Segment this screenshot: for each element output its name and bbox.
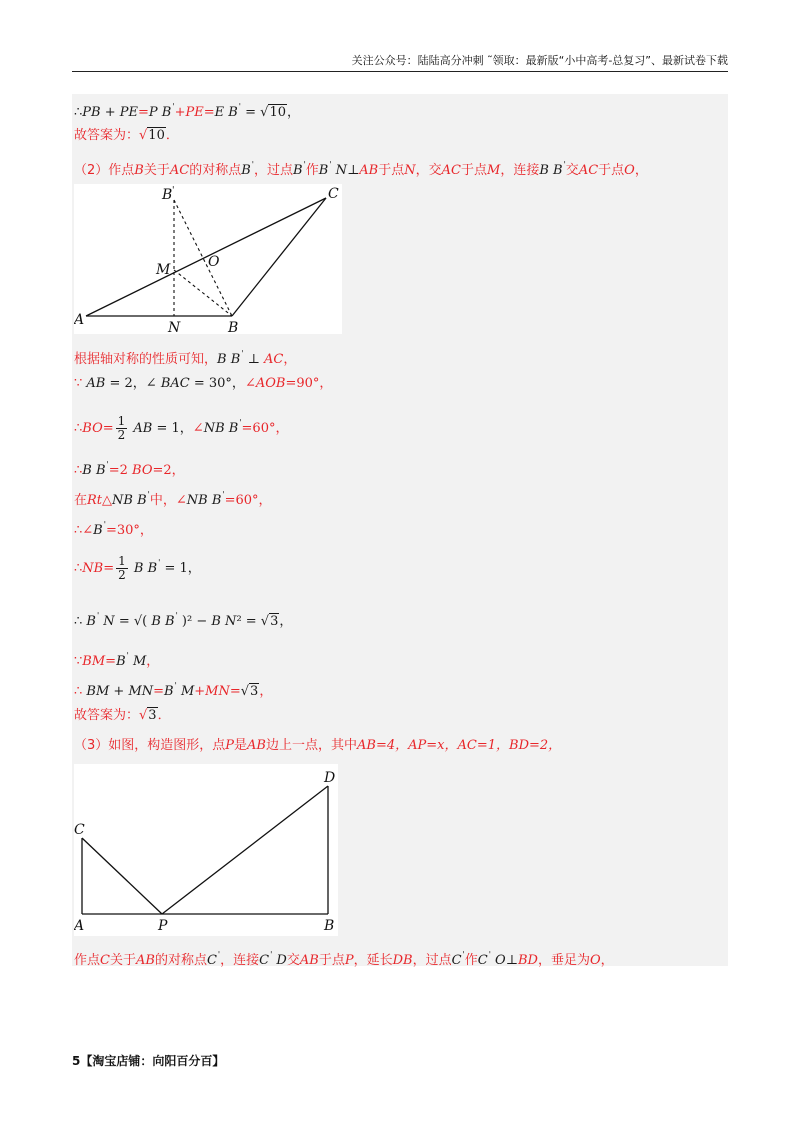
label-m: M — [156, 262, 171, 278]
prime: ' — [106, 460, 109, 469]
text: 于点 — [598, 163, 625, 178]
math: P — [225, 738, 235, 753]
label-n: N — [168, 320, 181, 334]
math: C — [206, 953, 217, 968]
math: M — [487, 163, 501, 178]
text: √ — [240, 684, 250, 699]
text: ∴ — [74, 105, 83, 120]
text: ， — [279, 614, 293, 629]
solution-line-3 — [74, 156, 648, 180]
text: ，过点 — [412, 953, 452, 968]
text: ∠ — [145, 376, 157, 391]
math: P — [344, 953, 354, 968]
math: O — [624, 163, 635, 178]
math: B — [134, 163, 144, 178]
math: Rt — [87, 493, 103, 508]
math: AB — [247, 738, 266, 753]
label-c: C — [328, 186, 339, 202]
math: M — [176, 684, 195, 699]
label-o: O — [208, 254, 220, 270]
prime: ' — [239, 418, 242, 427]
prime: ' — [563, 160, 566, 169]
text: ∴ — [74, 463, 83, 478]
radicand: 3 — [148, 708, 157, 723]
numerator: 1 — [117, 414, 126, 428]
label-d: D — [324, 770, 336, 786]
solution-line-16 — [74, 946, 614, 970]
text: ∴ — [74, 421, 83, 436]
math: N — [404, 163, 416, 178]
prime: ' — [488, 950, 491, 959]
prime: ' — [238, 102, 241, 111]
math: B — [93, 523, 103, 538]
text: ， — [283, 352, 297, 367]
text: 故答案为：√ — [74, 128, 148, 143]
text: =1， — [476, 738, 510, 753]
math: AB — [299, 953, 319, 968]
solution-line-8 — [74, 486, 272, 510]
solution-line-13 — [74, 677, 272, 701]
text: =60°， — [241, 421, 289, 436]
text: ， — [259, 684, 273, 699]
math: E B — [214, 105, 238, 120]
math: AC — [441, 163, 461, 178]
text: + — [109, 684, 129, 699]
math: BD — [517, 953, 538, 968]
label-a: A — [74, 918, 85, 934]
text: 交 — [286, 953, 300, 968]
solution-line-2 — [74, 127, 179, 145]
prime: ' — [174, 681, 177, 690]
math: B B — [539, 163, 563, 178]
math: B — [164, 684, 174, 699]
text: 关于 — [143, 163, 170, 178]
red-text: = — [138, 105, 149, 120]
text: ，垂足为 — [537, 953, 590, 968]
segment-pd — [162, 786, 328, 914]
math: B — [318, 163, 329, 178]
math: O — [589, 953, 601, 968]
math: AC — [457, 738, 477, 753]
solution-line-9 — [74, 516, 153, 540]
text: 在 — [74, 493, 88, 508]
text: )² − — [177, 614, 212, 629]
math: BD — [509, 738, 530, 753]
text: = — [102, 421, 114, 436]
math: B N — [211, 614, 237, 629]
text: 作 — [464, 953, 478, 968]
text: =4， — [375, 738, 409, 753]
math: M — [128, 654, 147, 669]
math: AB — [359, 163, 379, 178]
page-footer: 5【淘宝店铺：向阳百分百】 — [72, 1054, 225, 1068]
prime: ' — [147, 490, 150, 499]
text: ，过点 — [253, 163, 293, 178]
prime: ' — [251, 160, 254, 169]
prime: ' — [222, 490, 225, 499]
text: ． — [157, 708, 171, 723]
math: AP — [408, 738, 427, 753]
text: = — [103, 561, 115, 576]
prime: ' — [329, 160, 332, 169]
math: AB — [135, 953, 155, 968]
text: 是 — [234, 738, 248, 753]
math: N — [331, 163, 348, 178]
text: ，延长 — [353, 953, 393, 968]
text: =30°， — [105, 523, 153, 538]
text: 交 — [565, 163, 579, 178]
text: 的对称点 — [189, 163, 242, 178]
solution-line-1 — [74, 98, 300, 122]
denominator: 2 — [118, 568, 126, 582]
text: ⊥ — [243, 352, 264, 367]
text: （2）作点 — [74, 163, 135, 178]
math: NB — [82, 561, 104, 576]
text: = — [105, 654, 117, 669]
text: ∵ — [74, 376, 87, 391]
text: ∠ — [175, 493, 187, 508]
math: N — [99, 614, 115, 629]
text: ⊥ — [347, 163, 360, 178]
text: 作点 — [74, 953, 101, 968]
math: NB B — [112, 493, 147, 508]
math: ∠AOB — [244, 376, 286, 391]
text: 中， — [149, 493, 176, 508]
math: BO — [82, 421, 103, 436]
radicand: 10 — [148, 128, 165, 143]
denominator: 2 — [117, 428, 126, 442]
math: AC — [578, 163, 599, 178]
figure-1-svg — [74, 184, 342, 334]
solution-line-10 — [74, 548, 201, 584]
text: ² = √ — [236, 614, 270, 629]
prime: ' — [270, 950, 273, 959]
math: PE — [119, 105, 139, 120]
text: ∴ — [74, 561, 83, 576]
math: AB — [129, 421, 153, 436]
math: P B — [148, 105, 172, 120]
numerator: 1 — [118, 554, 126, 568]
label-p: P — [158, 918, 168, 934]
segment-ac — [86, 198, 326, 316]
radicand: 10 — [269, 105, 286, 120]
math: D — [272, 953, 287, 968]
header-divider — [72, 71, 728, 72]
math: C — [451, 953, 462, 968]
text: 边上一点，其中 — [266, 738, 358, 753]
math: DB — [392, 953, 413, 968]
math: B — [86, 614, 96, 629]
solution-line-5 — [74, 375, 332, 393]
math: C — [259, 953, 270, 968]
text: ，连接 — [220, 953, 260, 968]
text: 于点 — [318, 953, 345, 968]
fraction-half — [116, 555, 128, 582]
math: BO — [132, 463, 153, 478]
text: ∴ — [74, 684, 87, 699]
math: NB B — [186, 493, 222, 508]
fraction-half — [116, 415, 128, 442]
math: BAC — [156, 376, 190, 391]
math: MN — [128, 684, 154, 699]
text: ，交 — [415, 163, 442, 178]
text: ∴∠ — [74, 523, 94, 538]
text: （3）如图，构造图形，点 — [74, 738, 226, 753]
solution-line-7 — [74, 456, 185, 480]
figure-triangle-reflection — [74, 184, 342, 334]
text: 关于 — [109, 953, 136, 968]
figure-construction — [74, 764, 338, 936]
prime: ' — [241, 349, 244, 358]
math: B — [241, 163, 251, 178]
text: ，连接 — [500, 163, 540, 178]
prime: ' — [217, 950, 221, 959]
prime: ' — [175, 611, 178, 620]
text: ∠ — [192, 421, 204, 436]
radicand: 3 — [250, 684, 259, 699]
solution-line-4 — [74, 345, 296, 369]
math: PB — [82, 105, 101, 120]
solution-line-11 — [74, 607, 292, 631]
math: AB — [86, 376, 106, 391]
text: ∴ — [74, 614, 87, 629]
text: ， — [634, 163, 648, 178]
math: B B — [151, 614, 175, 629]
text: = 30°， — [189, 376, 245, 391]
text: ⊥ — [505, 953, 518, 968]
label-a: A — [74, 312, 85, 328]
text: + — [100, 105, 120, 120]
math: AC — [263, 352, 284, 367]
text: 根据轴对称的性质可知， — [74, 352, 218, 367]
text: =x， — [426, 738, 458, 753]
prime: ' — [303, 160, 306, 169]
text: = 1， — [160, 561, 201, 576]
solution-line-14 — [74, 707, 171, 725]
text: =2 — [108, 463, 128, 478]
math: O — [490, 953, 506, 968]
segment-m-b — [174, 270, 232, 316]
math: B B — [129, 561, 158, 576]
radicand: 3 — [270, 614, 279, 629]
label-b-prime-mark: ' — [172, 186, 175, 196]
text: ∵ — [74, 654, 83, 669]
text: = 1， — [152, 421, 193, 436]
math: B B — [217, 352, 241, 367]
text: 的对称点 — [154, 953, 207, 968]
text: =2， — [529, 738, 562, 753]
label-b: B — [324, 918, 335, 934]
text: = 2， — [105, 376, 146, 391]
math: AC — [169, 163, 190, 178]
page-header: 关注公众号：陆陆高分冲刺 ˜领取：最新版“小中高考-总复习”、最新试卷下载 — [351, 54, 728, 67]
math: BM — [82, 654, 106, 669]
math: +MN= — [194, 684, 241, 699]
red-text: +PE= — [174, 105, 215, 120]
text: =60°， — [224, 493, 272, 508]
math: AB — [357, 738, 376, 753]
segment-cp — [82, 838, 162, 914]
text: =90°， — [285, 376, 333, 391]
label-b: B — [228, 320, 239, 334]
prime: ' — [462, 950, 465, 959]
text: = — [153, 684, 165, 699]
text: 于点 — [378, 163, 405, 178]
math: C — [477, 953, 488, 968]
text: = √ — [240, 105, 269, 120]
math: BM — [86, 684, 110, 699]
prime: ' — [103, 520, 106, 529]
text: 作 — [305, 163, 319, 178]
text: ， — [146, 654, 160, 669]
label-c: C — [74, 822, 85, 838]
math: B B — [82, 463, 106, 478]
math: C — [100, 953, 110, 968]
text: ． — [165, 128, 179, 143]
prime: ' — [158, 558, 161, 567]
text: △ — [102, 493, 113, 508]
figure-2-svg — [74, 764, 338, 936]
text: ， — [600, 953, 614, 968]
text: ， — [286, 105, 300, 120]
segment-bc — [232, 198, 326, 316]
text: 于点 — [461, 163, 488, 178]
solution-line-15 — [74, 737, 561, 755]
text: =2， — [152, 463, 185, 478]
solution-line-12 — [74, 647, 159, 671]
label-b-prime: B — [162, 187, 173, 203]
math: B — [293, 163, 303, 178]
prime: ' — [126, 651, 129, 660]
prime: ' — [172, 102, 175, 111]
text: 故答案为：√ — [74, 708, 148, 723]
math: NB B — [203, 421, 239, 436]
text: = √( — [114, 614, 152, 629]
math: B — [116, 654, 126, 669]
prime: ' — [96, 611, 100, 620]
solution-line-6 — [74, 408, 288, 444]
